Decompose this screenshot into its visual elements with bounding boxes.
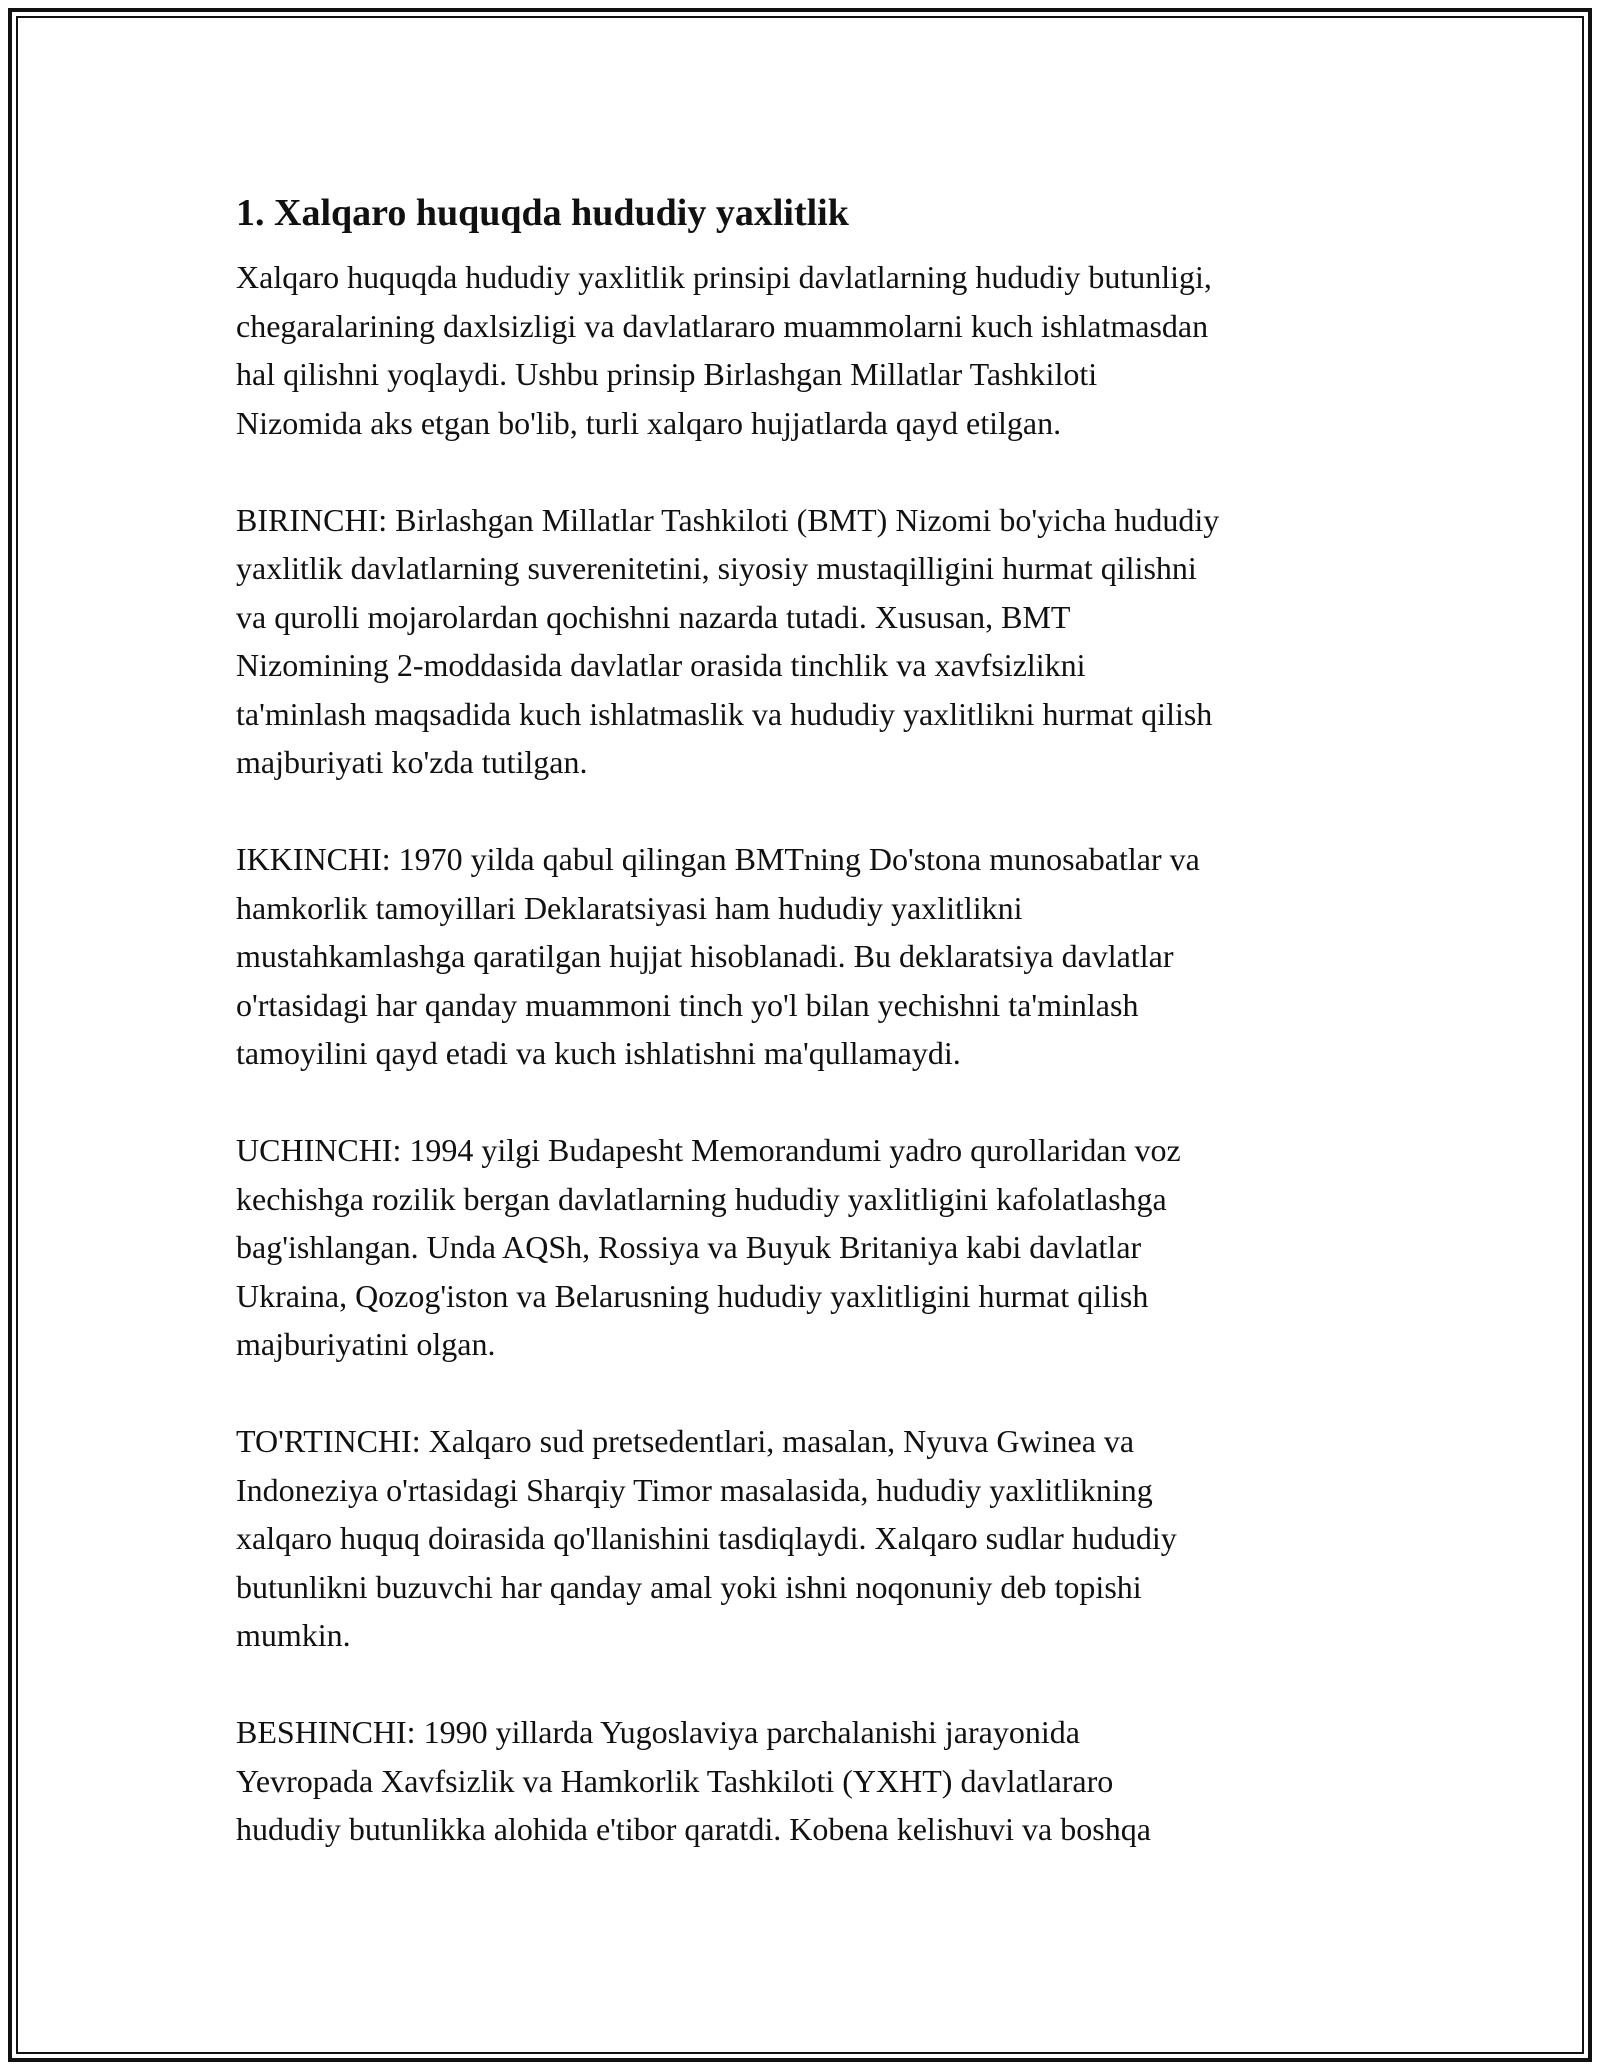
text-line: Yevropada Xavfsizlik va Hamkorlik Tashkiloti (YXHT) davlatlararo [236, 1762, 1114, 1799]
paragraph-ikkinchi [236, 835, 1376, 1078]
paragraph-beshinchi [236, 1708, 1376, 1854]
text-line: hamkorlik tamoyillari Deklaratsiyasi ham hududiy yaxlitlikni [236, 889, 1023, 926]
text-line: o'rtasidagi har qanday muammoni tinch yo'l bilan yechishni ta'minlash [236, 986, 1139, 1023]
text-line: UCHINCHI: 1994 yilgi Budapesht Memorandumi yadro qurollaridan voz [236, 1132, 1181, 1168]
text-line: BIRINCHI: Birlashgan Millatlar Tashkiloti (BMT) Nizomi bo'yicha hududiy [236, 501, 1220, 538]
text-line: Ukraina, Qozog'iston va Belarusning hududiy yaxlitligini hurmat qilish [236, 1277, 1149, 1314]
document-body [236, 187, 1376, 1902]
text-line: BESHINCHI: 1990 yillarda Yugoslaviya parchalanishi jarayonida [236, 1714, 1080, 1750]
text-line: majburiyatini olgan. [236, 1326, 496, 1362]
section-heading: 1. Xalqaro huquqda hududiy yaxlitlik [236, 192, 849, 234]
text-line: hududiy butunlikka alohida e'tibor qaratdi. Kobena kelishuvi va boshqa [236, 1811, 1151, 1847]
text-line: chegaralarining daxlsizligi va davlatlararo muammolarni kuch ishlatmasdan [236, 307, 1209, 344]
text-line: mustahkamlashga qaratilgan hujjat hisoblanadi. Bu deklaratsiya davlatlar [236, 938, 1174, 974]
text-line: TO'RTINCHI: Xalqaro sud pretsedentlari, masalan, Nyuva Gwinea va [236, 1423, 1135, 1459]
text-line: hal qilishni yoqlaydi. Ushbu prinsip Birlashgan Millatlar Tashkiloti [236, 356, 1098, 392]
paragraph-intro [236, 253, 1376, 447]
paragraph-uchinchi [236, 1126, 1376, 1369]
text-line: majburiyati ko'zda tutilgan. [236, 744, 588, 780]
text-line: Nizomining 2-moddasida davlatlar orasida tinchlik va xavfsizlikni [236, 647, 1086, 683]
text-line: mumkin. [236, 1617, 351, 1653]
text-line: butunlikni buzuvchi har qanday amal yoki ishni noqonuniy deb topishi [236, 1568, 1142, 1605]
text-line: Xalqaro huquqda hududiy yaxlitlik prinsipi davlatlarning hududiy butunligi, [236, 259, 1212, 295]
text-line: xalqaro huquq doirasida qo'llanishini tasdiqlaydi. Xalqaro sudlar hududiy [236, 1520, 1177, 1556]
text-line: tamoyilini qayd etadi va kuch ishlatishni ma'qullamaydi. [236, 1035, 961, 1071]
paragraph-birinchi [236, 496, 1376, 787]
text-line: kechishga rozilik bergan davlatlarning hududiy yaxlitligini kafolatlashga [236, 1180, 1167, 1217]
text-line: bag'ishlangan. Unda AQSh, Rossiya va Buyuk Britaniya kabi davlatlar [236, 1229, 1142, 1265]
text-line: Indoneziya o'rtasidagi Sharqiy Timor masalasida, hududiy yaxlitlikning [236, 1471, 1153, 1508]
text-line: ta'minlash maqsadida kuch ishlatmaslik va hududiy yaxlitlikni hurmat qilish [236, 695, 1213, 732]
text-line: va qurolli mojarolardan qochishni nazarda tutadi. Xususan, BMT [236, 598, 1071, 635]
text-line: yaxlitlik davlatlarning suverenitetini, siyosiy mustaqilligini hurmat qilishni [236, 550, 1197, 586]
paragraph-tortinchi [236, 1417, 1376, 1660]
text-line: Nizomida aks etgan bo'lib, turli xalqaro hujjatlarda qayd etilgan. [236, 404, 1062, 441]
text-line: IKKINCHI: 1970 yilda qabul qilingan BMTning Do'stona munosabatlar va [236, 841, 1200, 877]
